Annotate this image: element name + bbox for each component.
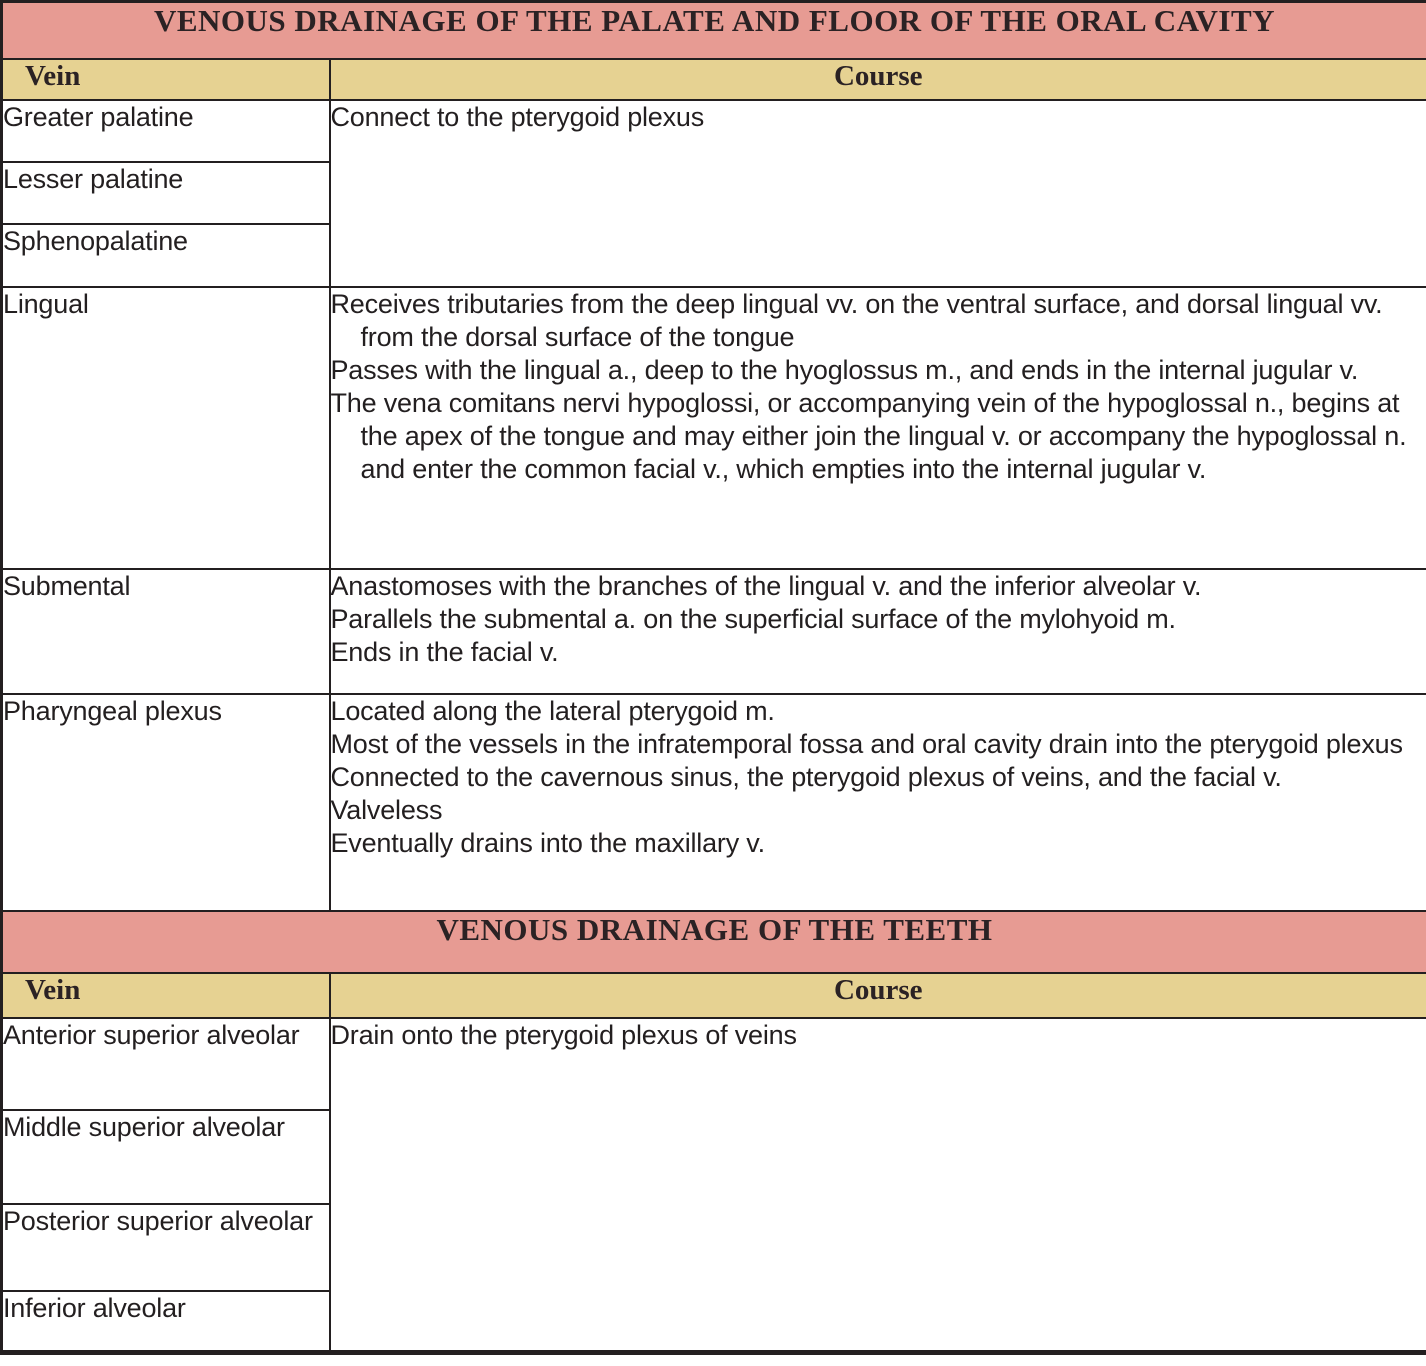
vein-cell-anterior-superior-alveolar bbox=[2, 1018, 330, 1110]
column-header-vein: Vein bbox=[2, 59, 330, 100]
table-row bbox=[2, 59, 1426, 100]
table-row bbox=[2, 287, 1426, 569]
course-cell-lingual bbox=[330, 287, 1426, 569]
course-cell-palatine-group bbox=[330, 100, 1426, 287]
course-paragraph: Located along the lateral pterygoid m. bbox=[330, 695, 775, 726]
course-paragraph: The vena comitans nervi hypoglossi, or accompanying vein of the hypoglossal n., begins at the apex of the tongue and may either join the lingual v. or accompany the hypoglossal n. and enter the common facial v., which empties into the internal jugular v. bbox=[330, 387, 1407, 484]
vein-cell-lesser-palatine bbox=[2, 162, 330, 224]
table-row bbox=[2, 973, 1426, 1018]
course-paragraph: Drain onto the pterygoid plexus of veins bbox=[330, 1019, 797, 1050]
vein-cell-submental bbox=[2, 569, 330, 694]
course-paragraph: Valveless bbox=[330, 794, 443, 825]
table-row bbox=[2, 694, 1426, 911]
vein-name: Inferior alveolar bbox=[3, 1292, 186, 1323]
course-paragraph: Ends in the facial v. bbox=[330, 636, 559, 667]
course-paragraph: Passes with the lingual a., deep to the hyoglossus m., and ends in the internal jugular v. bbox=[330, 354, 1359, 385]
course-paragraph: Most of the vessels in the infratemporal fossa and oral cavity drain into the pterygoid plexus bbox=[330, 728, 1403, 759]
course-paragraph: Connected to the cavernous sinus, the pterygoid plexus of veins, and the facial v. bbox=[330, 761, 1282, 792]
vein-name: Lesser palatine bbox=[3, 163, 184, 194]
course-paragraph: Receives tributaries from the deep lingual vv. on the ventral surface, and dorsal lingual vv. from the dorsal surface of the tongue bbox=[330, 288, 1383, 352]
course-cell-submental bbox=[330, 569, 1426, 694]
table-row bbox=[2, 1018, 1426, 1110]
vein-name: Pharyngeal plexus bbox=[3, 695, 222, 726]
vein-cell-greater-palatine bbox=[2, 100, 330, 162]
vein-name: Anterior superior alveolar bbox=[3, 1019, 300, 1050]
vein-name: Posterior superior alveolar bbox=[3, 1205, 313, 1236]
column-header-course: Course bbox=[330, 59, 1426, 100]
vein-cell-sphenopalatine bbox=[2, 224, 330, 287]
course-paragraph: Connect to the pterygoid plexus bbox=[330, 101, 705, 132]
vein-name: Middle superior alveolar bbox=[3, 1111, 285, 1142]
table-row bbox=[2, 2, 1426, 59]
section-title-palate: VENOUS DRAINAGE OF THE PALATE AND FLOOR OF THE ORAL CAVITY bbox=[2, 2, 1426, 59]
vein-cell-lingual bbox=[2, 287, 330, 569]
vein-name: Submental bbox=[3, 570, 131, 601]
vein-cell-middle-superior-alveolar bbox=[2, 1110, 330, 1204]
course-cell-pharyngeal-plexus bbox=[330, 694, 1426, 911]
vein-cell-inferior-alveolar bbox=[2, 1291, 330, 1353]
column-header-vein: Vein bbox=[2, 973, 330, 1018]
course-paragraph: Eventually drains into the maxillary v. bbox=[330, 827, 765, 858]
table-row bbox=[2, 100, 1426, 162]
vein-cell-posterior-superior-alveolar bbox=[2, 1204, 330, 1291]
section-title-teeth: VENOUS DRAINAGE OF THE TEETH bbox=[2, 911, 1426, 973]
vein-name: Sphenopalatine bbox=[3, 225, 188, 256]
vein-name: Lingual bbox=[3, 288, 89, 319]
course-paragraph: Anastomoses with the branches of the lingual v. and the inferior alveolar v. bbox=[330, 570, 1202, 601]
column-header-course: Course bbox=[330, 973, 1426, 1018]
vein-name: Greater palatine bbox=[3, 101, 194, 132]
course-paragraph: Parallels the submental a. on the superficial surface of the mylohyoid m. bbox=[330, 603, 1176, 634]
table-row bbox=[2, 569, 1426, 694]
table-row bbox=[2, 911, 1426, 973]
vein-cell-pharyngeal-plexus bbox=[2, 694, 330, 911]
course-cell-alveolar-group bbox=[330, 1018, 1426, 1353]
